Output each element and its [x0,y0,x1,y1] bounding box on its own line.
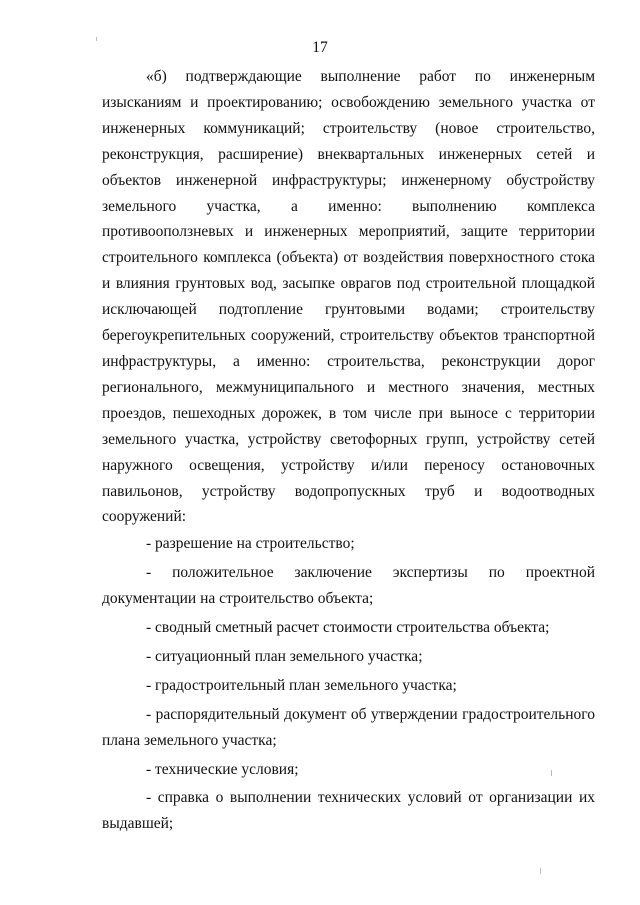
list-item-urban-plan: - градостроительный план земельного участка; [146,676,457,694]
list-item-building-permit: - разрешение на строительство; [146,535,355,553]
list-item-technical-conditions: - технические условия; [146,760,299,778]
document-body [102,64,595,840]
intro-paragraph: «б) подтверждающие выполнение работ по инженерным изысканиям и проектированию; освобождению земельного участка от инженерных коммуникаций; строительству (новое строительство, реконструкция, расширение) внеквартальных инженерных сетей и объектов инженерной инфраструктуры; инженерному обустройству земельного участка, а именно: выполнению комплекса противооползневых и инженерных мероприятий, защите территории строительного комплекса (объекта) от воздействия поверхностного стока и влияния грунтовых вод, засыпке оврагов под строительной площадкой исключающей подтопление грунтовыми водами; строительству берегоукрепительных сооружений, строительству объектов транспортной инфраструктуры, а именно: строительства, реконструкции дорог регионального, межмуниципального и местного значения, местных проездов, пешеходных дорожек, в том числе при выносе с территории земельного участка, устройству светофорных групп, устройству сетей наружного освещения, устройству и/или переносу остановочных павильонов, устройству водопропускных труб и водоотводных сооружений: [102,68,595,526]
list-item-compliance-certificate: - справка о выполнении технических условий от организации их выдавшей; [102,789,595,833]
list-item-cost-estimate: - сводный сметный расчет стоимости строительства объекта; [146,619,550,637]
list-item-approval-document: - распорядительный документ об утверждении градостроительного плана земельного участка; [102,705,595,749]
scan-artifact [551,770,552,776]
page-number: 17 [312,39,328,56]
list-item-expertise-conclusion: - положительное заключение экспертизы по проектной документации на строительство объекта; [102,564,595,608]
scan-artifact [96,37,97,41]
list-item-situational-plan: - ситуационный план земельного участка; [146,647,423,665]
scan-artifact [540,868,541,874]
